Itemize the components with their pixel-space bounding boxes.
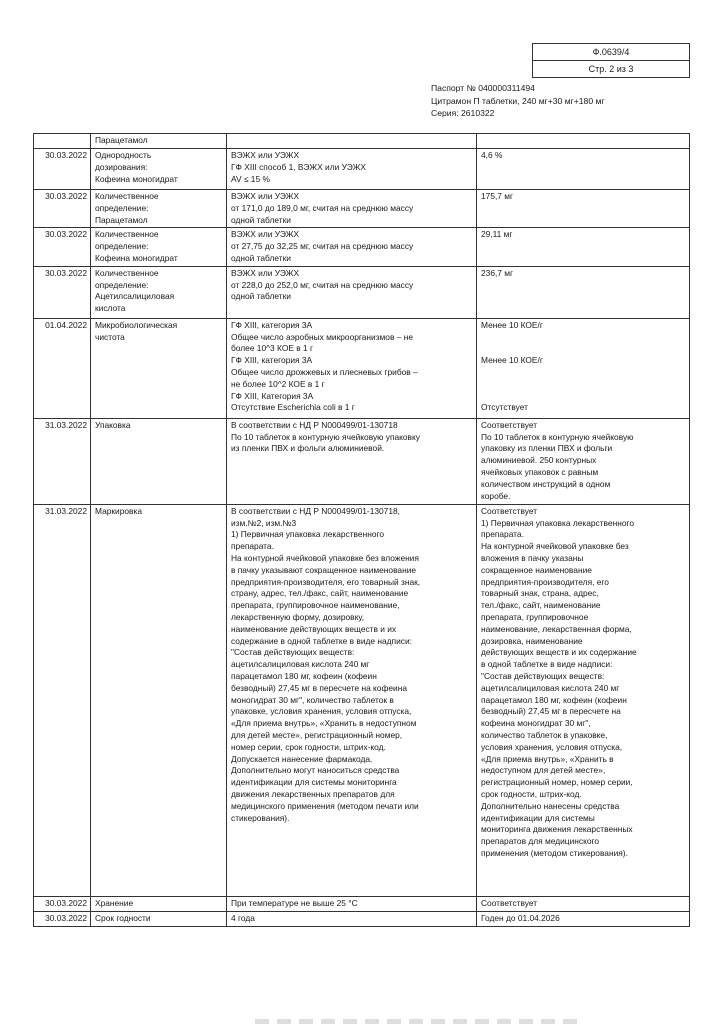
row-test-name — [91, 504, 227, 896]
text-line: ацетилсалициловая кислота 240 мг — [481, 682, 620, 693]
text-line: медицинского применения (методом печати или — [231, 800, 419, 811]
text-line: ВЭЖХ или УЭЖХ — [231, 191, 300, 201]
text-line: Общее число дрожжевых и плесневых грибов – — [231, 366, 418, 377]
text-line: предприятия-производителя, его товарный знак, — [231, 576, 421, 587]
text-line: препарата, группировочное наименование, — [231, 600, 400, 611]
row-requirement — [227, 134, 477, 149]
text-line: от 27,75 до 32,25 мг, считая на среднюю массу — [231, 241, 414, 252]
text-line: тел./факс, сайт, наименование — [481, 600, 601, 611]
row-result — [477, 896, 690, 911]
text-line: Упаковка — [95, 419, 131, 430]
text-line: препарата. — [231, 541, 274, 552]
text-line: 236,7 мг — [481, 267, 514, 278]
text-line: количество таблеток в упаковке, — [481, 729, 608, 740]
test-results-body — [34, 134, 690, 927]
text-line: действующих веществ и их содержание — [481, 647, 637, 658]
row-result — [477, 266, 690, 318]
row-test-name — [91, 266, 227, 318]
text-line: Однородность — [95, 150, 152, 160]
text-line: применения (методом стикерования). — [481, 847, 628, 858]
row-requirement — [227, 318, 477, 418]
test-results-table — [33, 133, 690, 927]
text-line: дозировка, наименование — [481, 635, 583, 646]
text-line: препаратов для медицинского — [481, 836, 600, 847]
text-line: препарата, группировочное — [481, 611, 589, 622]
text-line: одной таблетки — [231, 214, 291, 225]
row-test-name — [91, 418, 227, 504]
text-line: стикерования). — [231, 812, 290, 823]
text-line: Менее 10 КОЕ/г — [481, 355, 543, 366]
text-line: Соответствует — [481, 505, 538, 516]
row-result — [477, 134, 690, 149]
text-line: Кофеина моногидрат — [95, 252, 178, 263]
row-requirement — [227, 911, 477, 926]
row-test-name — [91, 190, 227, 228]
text-line: от 228,0 до 252,0 мг, считая на среднюю массу — [231, 279, 414, 290]
row-requirement — [227, 266, 477, 318]
row-result — [477, 418, 690, 504]
text-line: Ацетилсалициловая — [95, 291, 175, 302]
text-line: кислота — [95, 303, 126, 314]
scan-footer-artifact — [255, 1019, 585, 1024]
row-requirement — [227, 190, 477, 228]
table-row — [34, 149, 690, 190]
row-date: 01.04.2022 — [34, 318, 91, 418]
product-name: Цитрамон П таблетки, 240 мг+30 мг+180 мг — [431, 95, 605, 106]
row-result — [477, 228, 690, 266]
text-line: Количественное — [95, 229, 159, 240]
text-line: лекарственную форму, дозировку, — [231, 611, 365, 622]
row-test-name — [91, 228, 227, 266]
text-line: ГФ XIII, категория 3А — [231, 319, 313, 330]
text-line: регистрационный номер, номер серии, — [481, 777, 633, 788]
text-line: Микробиологическая — [95, 319, 178, 330]
text-line: Годен до 01.04.2026 — [481, 912, 560, 923]
text-line: Отсутствие Escherichia coli в 1 г — [231, 402, 355, 413]
line-spacer — [481, 343, 686, 355]
row-requirement — [227, 149, 477, 190]
text-line: 175,7 мг — [481, 191, 514, 201]
text-line: Количественное — [95, 267, 159, 278]
text-line: 1) Первичная упаковка лекарственного — [231, 529, 385, 540]
text-line: парацетамол 180 мг, кофеин (кофеин — [231, 670, 377, 681]
text-line: AV ≤ 15 % — [231, 173, 270, 184]
text-line: «Для приема внутрь», «Хранить в недоступном — [231, 718, 417, 729]
text-line: определение: — [95, 202, 149, 213]
row-date: 30.03.2022 — [34, 911, 91, 926]
table-row — [34, 504, 690, 896]
table-row — [34, 134, 690, 149]
passport-header — [431, 82, 605, 120]
row-test-name — [91, 149, 227, 190]
row-date: 30.03.2022 — [34, 266, 91, 318]
text-line: мониторинга движения лекарственных — [481, 824, 633, 835]
page-indicator: Стр. 2 из 3 — [533, 61, 690, 78]
passport-number: Паспорт № 040000311494 — [431, 83, 535, 93]
text-line: упаковке, условия хранения, условия отпуска, — [231, 706, 412, 717]
text-line: определение: — [95, 279, 149, 290]
text-line: ГФ XIII способ 1, ВЭЖХ или УЭЖХ — [231, 161, 366, 172]
text-line: В соответствии с НД Р N000499/01-130718 — [231, 419, 398, 430]
text-line: Маркировка — [95, 505, 142, 516]
table-row — [34, 911, 690, 926]
form-code: Ф.0639/4 — [533, 44, 690, 61]
row-requirement — [227, 896, 477, 911]
text-line: движения лекарственных препаратов для — [231, 788, 395, 799]
row-requirement — [227, 418, 477, 504]
text-line: Парацетамол — [95, 135, 148, 145]
row-date: 30.03.2022 — [34, 149, 91, 190]
table-row — [34, 190, 690, 228]
line-spacer — [481, 391, 686, 403]
row-requirement — [227, 228, 477, 266]
text-line: 4,6 % — [481, 150, 503, 160]
text-line: ВЭЖХ или УЭЖХ — [231, 229, 300, 240]
row-date: 30.03.2022 — [34, 190, 91, 228]
text-line: товарный знак, страна, адрес, — [481, 588, 599, 599]
text-line: Кофеина моногидрат — [95, 173, 178, 184]
text-line: Соответствует — [481, 419, 538, 430]
text-line: количеством инструкций в одном — [481, 478, 611, 489]
text-line: Соответствует — [481, 897, 538, 908]
text-line: кофеина моногидрат 30 мг", — [481, 718, 591, 729]
text-line: Парацетамол — [95, 214, 148, 225]
text-line: Количественное — [95, 191, 159, 201]
row-date — [34, 134, 91, 149]
text-line: наименование, лекарственная форма, — [481, 623, 632, 634]
text-line: упаковку из пленки ПВХ и фольги — [481, 443, 613, 454]
text-line: номер серии, срок годности, штрих-код. — [231, 741, 386, 752]
row-requirement — [227, 504, 477, 896]
text-line: предприятия-производителя, его — [481, 576, 609, 587]
form-code-box — [532, 43, 690, 78]
text-line: На контурной ячейковой упаковке без — [481, 541, 629, 552]
text-line: ГФ XIII, категория 3А — [231, 355, 313, 366]
table-row — [34, 318, 690, 418]
text-line: парацетамол 180 мг, кофеин (кофеин — [481, 694, 627, 705]
row-test-name — [91, 318, 227, 418]
text-line: 29,11 мг — [481, 229, 513, 240]
text-line: из пленки ПВХ и фольги алюминиевой. — [231, 443, 385, 454]
table-row — [34, 896, 690, 911]
text-line: определение: — [95, 241, 149, 252]
row-result — [477, 190, 690, 228]
text-line: Допускается нанесение фармакода. — [231, 753, 373, 764]
text-line: сокращенное наименование — [481, 564, 592, 575]
row-result — [477, 911, 690, 926]
row-result — [477, 504, 690, 896]
table-row — [34, 228, 690, 266]
row-date: 31.03.2022 — [34, 418, 91, 504]
table-row — [34, 266, 690, 318]
row-date: 30.03.2022 — [34, 896, 91, 911]
text-line: препарата. — [481, 529, 524, 540]
text-line: одной таблетки — [231, 291, 291, 302]
line-spacer — [481, 379, 686, 391]
text-line: Общее число аэробных микроорганизмов – не — [231, 331, 414, 342]
text-line: 4 года — [231, 912, 255, 923]
text-line: ГФ XIII, Категория 3А — [231, 390, 314, 401]
text-line: в пачку указывают сокращенное наименование — [231, 564, 417, 575]
table-row — [34, 418, 690, 504]
text-line: идентификации для системы — [481, 812, 595, 823]
text-line: ВЭЖХ или УЭЖХ — [231, 267, 300, 278]
text-line: коробе. — [481, 490, 511, 501]
text-line: идентификации для системы мониторинга — [231, 777, 397, 788]
text-line: чистота — [95, 331, 125, 342]
text-line: от 171,0 до 189,0 мг, считая на среднюю массу — [231, 202, 414, 213]
text-line: моногидрат 30 мг", количество таблеток в — [231, 694, 394, 705]
text-line: содержание в одной таблетке в виде надписи: — [231, 635, 412, 646]
text-line: Менее 10 КОЕ/г — [481, 319, 543, 330]
text-line: не более 10^2 КОЕ в 1 г — [231, 378, 325, 389]
text-line: наименование действующих веществ и их — [231, 623, 397, 634]
row-date: 30.03.2022 — [34, 228, 91, 266]
text-line: В соответствии с НД Р N000499/01-130718, — [231, 505, 400, 516]
text-line: Хранение — [95, 897, 134, 908]
text-line: "Состав действующих веществ: — [231, 647, 355, 658]
text-line: "Состав действующих веществ: — [481, 670, 605, 681]
text-line: алюминиевой. 250 контурных — [481, 455, 597, 466]
text-line: одной таблетки — [231, 252, 291, 263]
series-number: Серия: 2610322 — [431, 108, 495, 118]
text-line: страну, адрес, тел./факс, сайт, наименование — [231, 588, 409, 599]
text-line: дозирования: — [95, 161, 148, 172]
text-line: ВЭЖХ или УЭЖХ — [231, 150, 300, 160]
text-line: безводный) 27,45 мг в пересчете на кофеина — [231, 682, 407, 693]
row-result — [477, 318, 690, 418]
text-line: Дополнительно могут наноситься средства — [231, 765, 400, 776]
text-line: 1) Первичная упаковка лекарственного — [481, 517, 635, 528]
text-line: Дополнительно нанесены средства — [481, 800, 620, 811]
text-line: При температуре не выше 25 °C — [231, 897, 358, 908]
row-test-name — [91, 911, 227, 926]
text-line: срок годности, штрих-код. — [481, 788, 582, 799]
text-line: ячейковых упаковок с равным — [481, 466, 599, 477]
text-line: условия хранения, условия отпуска, — [481, 741, 623, 752]
line-spacer — [481, 367, 686, 379]
text-line: ацетилсалициловая кислота 240 мг — [231, 659, 370, 670]
text-line: вложения в пачку указаны — [481, 552, 584, 563]
line-spacer — [481, 332, 686, 344]
row-result — [477, 149, 690, 190]
text-line: в одной таблетке в виде надписи: — [481, 659, 613, 670]
text-line: «Для приема внутрь», «Хранить в — [481, 753, 614, 764]
text-line: для детей месте», регистрационный номер, — [231, 729, 403, 740]
text-line: По 10 таблеток в контурную ячейковую — [481, 431, 634, 442]
text-line: изм.№2, изм.№3 — [231, 517, 297, 528]
text-line: На контурной ячейковой упаковке без вложения — [231, 552, 419, 563]
text-line: более 10^3 КОЕ в 1 г — [231, 343, 314, 354]
text-line: Срок годности — [95, 912, 151, 923]
text-line: По 10 таблеток в контурную ячейковую упаковку — [231, 431, 420, 442]
text-line: безводный) 27,45 мг в пересчете на — [481, 706, 621, 717]
row-date: 31.03.2022 — [34, 504, 91, 896]
row-test-name — [91, 896, 227, 911]
text-line: Отсутствует — [481, 402, 528, 413]
text-line: недоступном для детей месте», — [481, 765, 606, 776]
row-test-name — [91, 134, 227, 149]
